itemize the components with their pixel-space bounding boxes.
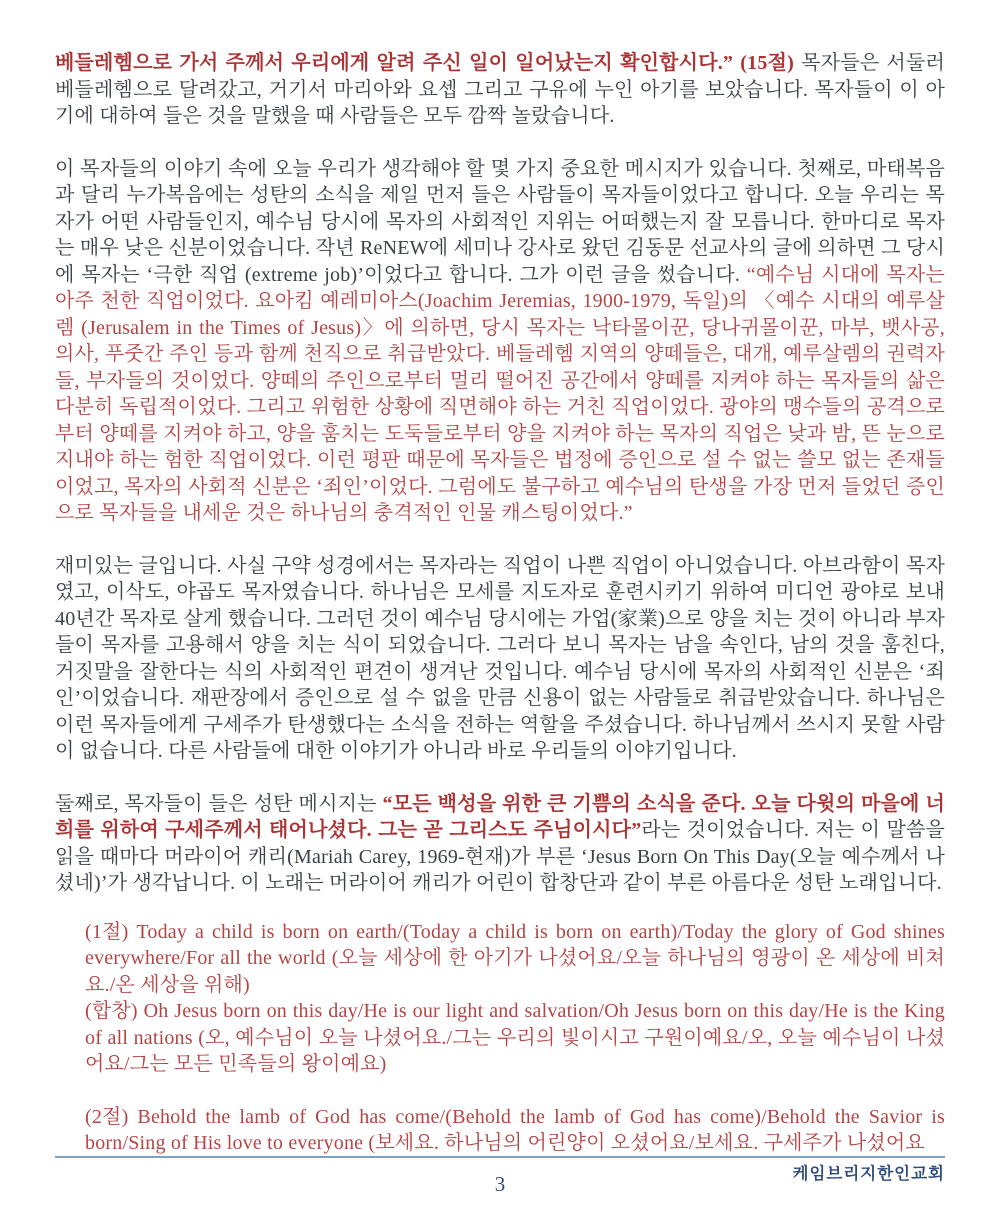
body-paragraph xyxy=(55,553,945,765)
lyrics-paragraph xyxy=(85,998,945,1078)
text-run: (1절) Today a child is born on earth/(Today a child is born on earth)/Today the glory of God shines everywhere/For all the world (오늘 세상에 한 아기가 나셨어요/오늘 하나님의 영광이 온 세상에 비쳐요./온 세상을 위해) xyxy=(85,920,945,996)
text-run: 재미있는 글입니다. 사실 구약 성경에서는 목자라는 직업이 나쁜 직업이 아니었습니다. 아브라함이 목자였고, 이삭도, 야곱도 목자였습니다. 하나님은 모세를 지도자로 훈련시키기 위하여 미디언 광야로 보내 40년간 목자로 살게 했습니다. 그러던 것이 예수님 당시에는 가업(家業)으로 양을 치는 것이 아니라 부자들이 목자를 고용해서 양을 치는 식이 되었습니다. 그러다 보니 목자는 남을 속인다, 남의 것을 훔친다, 거짓말을 잘한다는 식의 사회적인 편견이 생겨난 것입니다. 예수님 당시에 목자의 사회적인 신분은 ‘죄인’이었습니다. 재판장에서 증인으로 설 수 없을 만큼 신용이 없는 사람들로 취급받았습니다. 하나님은 이런 목자들에게 구세주가 탄생했다는 소식을 전하는 역할을 주셨습니다. 하나님께서 쓰시지 못할 사람이 없습니다. 다른 사람들에 대한 이야기가 아니라 바로 우리들의 이야기입니다. xyxy=(55,554,945,762)
text-run: “예수님 시대에 목자는 아주 천한 직업이었다. 요아킴 예레미아스(Joachim Jeremias, 1900-1979, 독일)의 〈예수 시대의 예루살렘 (Jerusalem in the Times of Jesus)〉에 의하면, 당시 목자는 낙타몰이꾼, 당나귀몰이꾼, 마부, 뱃사공, 의사, 푸줏간 주인 등과 함께 천직으로 취급받았다. 베들레헴 지역의 양떼들은, 대개, 예루살렘의 권력자들, 부자들의 것이었다. 양떼의 주인으로부터 멀리 떨어진 공간에서 양떼를 지켜야 하는 목자들의 삶은 다분히 독립적이었다. 그리고 위험한 상황에 직면해야 하는 거친 직업이었다. 광야의 맹수들의 공격으로부터 양떼를 지켜야 하고, 양을 훔치는 도둑들로부터 양을 지켜야 하는 목자의 직업은 낮과 밤, 뜬 눈으로 지내야 하는 험한 직업이었다. 이런 평판 때문에 목자들은 법정에 증인으로 설 수 없는 쓸모 없는 존재들이었고, 목자의 사회적 신분은 ‘죄인’이었다. 그럼에도 불구하고 예수님의 탄생을 가장 먼저 들었던 증인으로 목자들을 내세운 것은 하나님의 충격적인 인물 캐스팅이었다.” xyxy=(55,263,945,524)
text-run: 라는 것이었습니다. 저는 이 말씀을 읽을 때마다 머라이어 캐리(Mariah Carey, 1969-현재)가 부른 ‘Jesus Born On This Day(오늘 예수께서 나셨네)’가 생각납니다. 이 노래는 머라이어 캐리가 어린이 합창단과 같이 부른 아름다운 성탄 노래입니다. xyxy=(55,819,946,894)
body-paragraph xyxy=(55,50,945,130)
body-paragraph xyxy=(55,156,945,527)
text-run: (합창) Oh Jesus born on this day/He is our light and salvation/Oh Jesus born on this day/He is the King of all nations (오, 예수님이 오늘 나셨어요./그는 우리의 빛이시고 구원이예요/오, 오늘 예수님이 나셨어요/그는 모든 민족들의 왕이예요) xyxy=(85,1000,945,1075)
text-run: 목자들은 서둘러 베들레헴으로 달려갔고, 거기서 마리아와 요셉 그리고 구유에 누인 아기를 보았습니다. 목자들이 이 아기에 대하여 들은 것을 말했을 때 사람들은 모두 깜짝 놀랐습니다. xyxy=(55,52,945,127)
footer-church-name: 케임브리지한인교회 xyxy=(792,1164,945,1183)
text-run: (2절) Behold the lamb of God has come/(Behold the lamb of God has come)/Behold the Savior is born/Sing of His love to everyone (보세요. 하나님의 어린양이 오셨어요/보세요. 구세주가 나셨어요 xyxy=(85,1105,945,1154)
document-body xyxy=(55,50,945,1157)
lyrics-paragraph xyxy=(85,919,945,999)
text-run: 베들레헴으로 가서 주께서 우리에게 알려 주신 일이 일어났는지 확인합시다.” (15절) xyxy=(55,52,802,74)
body-paragraph xyxy=(55,791,945,897)
text-run: 둘째로, 목자들이 들은 성탄 메시지는 xyxy=(55,792,383,815)
text-run: 이 목자들의 이야기 속에 오늘 우리가 생각해야 할 몇 가지 중요한 메시지가 있습니다. 첫째로, 마태복음과 달리 누가복음에는 성탄의 소식을 제일 먼저 들은 사람들이 목자들이었다고 합니다. 오늘 우리는 목자가 어떤 사람들인지, 예수님 당시에 목자의 사회적인 지위는 어떠했는지 잘 모릅니다. 한마디로 목자는 매우 낮은 신분이었습니다. 작년 ReNEW에 세미나 강사로 왔던 김동문 선교사의 글에 의하면 그 당시에 목자는 ‘극한 직업 (extreme job)’이었다고 합니다. 그가 이런 글을 썼습니다. xyxy=(55,157,945,286)
text-run: “모든 백성을 위한 큰 기쁨의 소식을 준다. 오늘 다윗의 마을에 너희를 위하여 구세주께서 태어나셨다. 그는 곧 그리스도 주님이시다” xyxy=(55,792,945,841)
footer-divider xyxy=(55,1156,945,1158)
lyrics-paragraph xyxy=(85,1104,945,1157)
page-number: 3 xyxy=(494,1172,506,1196)
